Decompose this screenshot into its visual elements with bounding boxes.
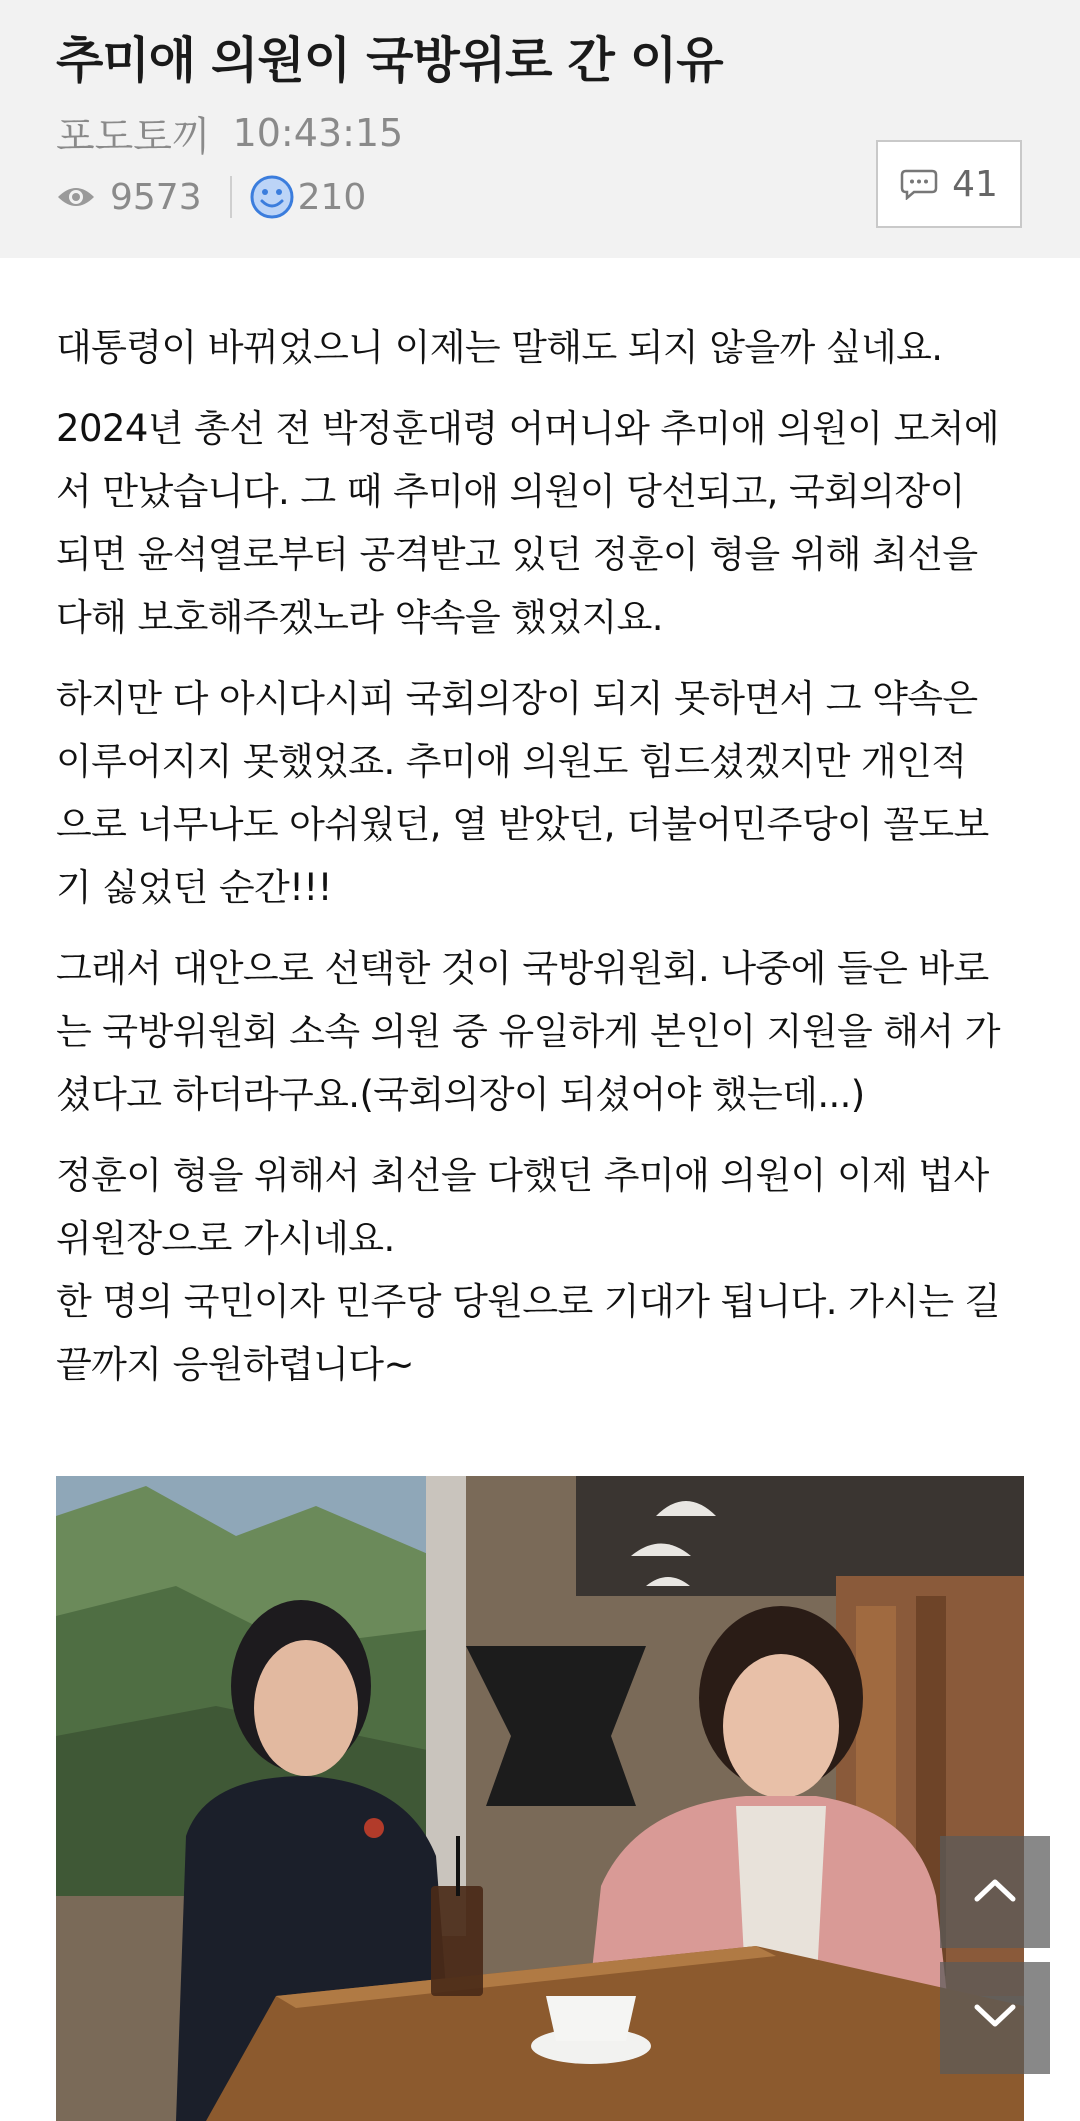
speech-bubble-icon	[900, 168, 938, 200]
text-line: 셨다고 하더라구요.(국회의장이 되셨어야 했는데...)	[56, 1073, 865, 1116]
stats-divider	[230, 176, 232, 218]
eye-icon	[56, 183, 96, 211]
paragraph	[56, 937, 1026, 1126]
post-photo[interactable]	[56, 1476, 1024, 2121]
smile-icon[interactable]	[250, 175, 294, 219]
chevron-up-icon	[971, 1875, 1019, 1909]
text-line: 정훈이 형을 위해서 최선을 다했던 추미애 의원이 이제 법사	[56, 1154, 989, 1197]
paragraph	[56, 397, 1026, 649]
post-header	[0, 0, 1080, 258]
text-line: 이루어지지 못했었죠. 추미애 의원도 힘드셨겠지만 개인적	[56, 740, 967, 783]
text-line: 는 국방위원회 소속 의원 중 유일하게 본인이 지원을 해서 가	[56, 1010, 1000, 1053]
text-line: 끝까지 응원하렵니다~	[56, 1343, 414, 1386]
text-line: 다해 보호해주겠노라 약속을 했었지요.	[56, 596, 663, 639]
paragraph	[56, 667, 1026, 919]
paragraph	[56, 316, 1026, 379]
post-body	[56, 316, 1026, 1414]
post-time: 10:43:15	[232, 111, 404, 155]
text-line: 으로 너무나도 아쉬웠던, 열 받았던, 더불어민주당이 꼴도보	[56, 803, 989, 846]
text-line: 되면 윤석열로부터 공격받고 있던 정훈이 형을 위해 최선을	[56, 533, 978, 576]
text-line: 위원장으로 가시네요.	[56, 1217, 395, 1260]
text-line: 하지만 다 아시다시피 국회의장이 되지 못하면서 그 약속은	[56, 677, 978, 720]
photo-illustration	[56, 1476, 1024, 2121]
scroll-up-button[interactable]	[940, 1836, 1050, 1948]
text-line: 대통령이 바뀌었으니 이제는 말해도 되지 않을까 싶네요.	[56, 326, 943, 369]
post-title: 추미애 의원이 국방위로 간 이유	[56, 32, 723, 89]
text-line: 서 만났습니다. 그 때 추미애 의원이 당선되고, 국회의장이	[56, 470, 965, 513]
scroll-down-button[interactable]	[940, 1962, 1050, 2074]
chevron-down-icon	[971, 2001, 1019, 2035]
paragraph	[56, 1144, 1026, 1396]
view-count: 9573	[110, 176, 202, 218]
comment-count: 41	[952, 163, 998, 205]
text-line: 기 싫었던 순간!!!	[56, 866, 332, 909]
post-meta	[56, 108, 403, 158]
text-line: 한 명의 국민이자 민주당 당원으로 기대가 됩니다. 가시는 길	[56, 1280, 1000, 1323]
comments-button[interactable]	[876, 140, 1022, 228]
post-author[interactable]: 포도토끼	[56, 113, 211, 160]
text-line: 2024년 총선 전 박정훈대령 어머니와 추미애 의원이 모처에	[56, 407, 1000, 450]
like-count: 210	[297, 176, 367, 218]
post-stats	[56, 172, 366, 222]
text-line: 그래서 대안으로 선택한 것이 국방위원회. 나중에 들은 바로	[56, 947, 989, 990]
